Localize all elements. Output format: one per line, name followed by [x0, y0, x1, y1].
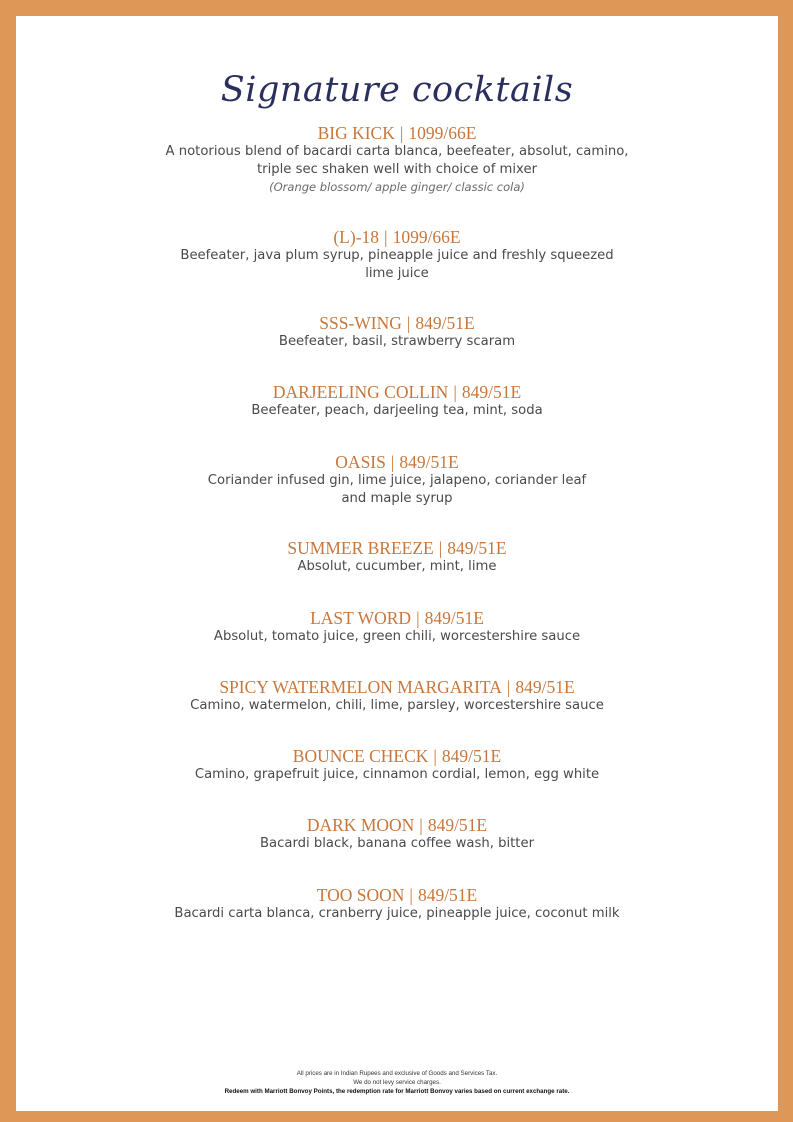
item-price: 849/51E [461, 382, 522, 402]
description-line: and maple syrup [341, 491, 453, 506]
service-charge-note: We do not levy service charges. [353, 1079, 441, 1086]
item-description [16, 333, 778, 351]
mixer-note: (Orange blossom/ apple ginger/ classic cola) [269, 180, 525, 194]
item-description [16, 558, 778, 576]
item-description [16, 835, 778, 853]
item-heading [16, 885, 778, 905]
menu-item [16, 452, 778, 508]
item-heading [16, 815, 778, 835]
item-description [16, 247, 778, 283]
item-name: SPICY WATERMELON MARGARITA [219, 677, 502, 697]
item-price: 849/51E [399, 452, 459, 472]
menu-item [16, 227, 778, 283]
description-line: Coriander infused gin, lime juice, jalapeno, coriander leaf [207, 473, 587, 488]
item-description [16, 905, 778, 923]
item-price: 849/51E [427, 815, 488, 835]
item-description [16, 628, 778, 646]
item-heading [16, 677, 778, 697]
menu-title: Signature cocktails [220, 70, 574, 110]
bonvoy-note: Redeem with Marriott Bonvoy Points, the redemption rate for Marriott Bonvoy varies based on current exchange rate. [224, 1088, 570, 1095]
item-name: OASIS [335, 452, 386, 472]
tax-note: All prices are in Indian Rupees and exclusive of Goods and Services Tax. [296, 1070, 498, 1077]
item-name: DARJEELING COLLIN [272, 382, 449, 402]
item-price: 849/51E [417, 885, 478, 905]
description-line: Beefeater, peach, darjeeling tea, mint, soda [251, 403, 543, 418]
item-price: 1099/66E [392, 227, 461, 247]
separator: | [506, 677, 511, 697]
item-price: 849/51E [415, 313, 475, 333]
separator: | [453, 382, 457, 402]
item-price: 849/51E [515, 677, 575, 697]
menu-item [16, 123, 778, 195]
separator: | [419, 815, 423, 835]
menu-item [16, 313, 778, 351]
description-line: Bacardi carta blanca, cranberry juice, pineapple juice, coconut milk [174, 906, 620, 921]
menu-item [16, 746, 778, 784]
description-line: A notorious blend of bacardi carta blanca, beefeater, absolut, camino, [165, 144, 629, 159]
description-line: Camino, watermelon, chili, lime, parsley, worcestershire sauce [190, 698, 604, 713]
item-price: 1099/66E [408, 123, 477, 143]
item-heading [16, 538, 778, 558]
menu-item [16, 382, 778, 420]
item-name: SSS-WING [319, 313, 402, 333]
item-heading [16, 123, 778, 143]
description-line: Bacardi black, banana coffee wash, bitter [259, 836, 534, 851]
separator: | [384, 227, 388, 247]
item-price: 849/51E [424, 608, 484, 628]
item-description [16, 697, 778, 715]
description-line: triple sec shaken well with choice of mixer [257, 162, 537, 177]
menu-item [16, 815, 778, 853]
separator: | [406, 313, 411, 333]
description-line: Camino, grapefruit juice, cinnamon cordial, lemon, egg white [194, 767, 600, 782]
menu-item [16, 538, 778, 576]
item-description [16, 766, 778, 784]
item-heading [16, 452, 778, 472]
item-name: BIG KICK [317, 123, 395, 143]
item-description [16, 472, 778, 508]
menu-page [16, 16, 778, 1111]
item-name: (L)-18 [333, 227, 380, 247]
item-heading [16, 608, 778, 628]
description-line: Absolut, tomato juice, green chili, worcestershire sauce [213, 629, 581, 644]
description-line: lime juice [365, 266, 429, 281]
item-description [16, 143, 778, 179]
item-name: LAST WORD [310, 608, 412, 628]
description-line: Beefeater, java plum syrup, pineapple juice and freshly squeezed [180, 248, 614, 263]
description-line: Beefeater, basil, strawberry scaram [278, 334, 516, 349]
item-heading [16, 313, 778, 333]
item-name: BOUNCE CHECK [292, 746, 429, 766]
item-name: TOO SOON [316, 885, 405, 905]
menu-item [16, 677, 778, 715]
item-heading [16, 746, 778, 766]
item-price: 849/51E [447, 538, 507, 558]
separator: | [438, 538, 443, 558]
item-price: 849/51E [441, 746, 502, 766]
separator: | [409, 885, 413, 905]
separator: | [433, 746, 437, 766]
separator: | [416, 608, 420, 628]
item-name: SUMMER BREEZE [287, 538, 434, 558]
item-name: DARK MOON [306, 815, 415, 835]
menu-item [16, 608, 778, 646]
item-description [16, 402, 778, 420]
item-heading [16, 382, 778, 402]
separator: | [399, 123, 404, 143]
menu-item [16, 885, 778, 923]
item-heading [16, 227, 778, 247]
separator: | [390, 452, 395, 472]
footer-disclaimer [16, 1069, 778, 1096]
description-line: Absolut, cucumber, mint, lime [297, 559, 497, 574]
